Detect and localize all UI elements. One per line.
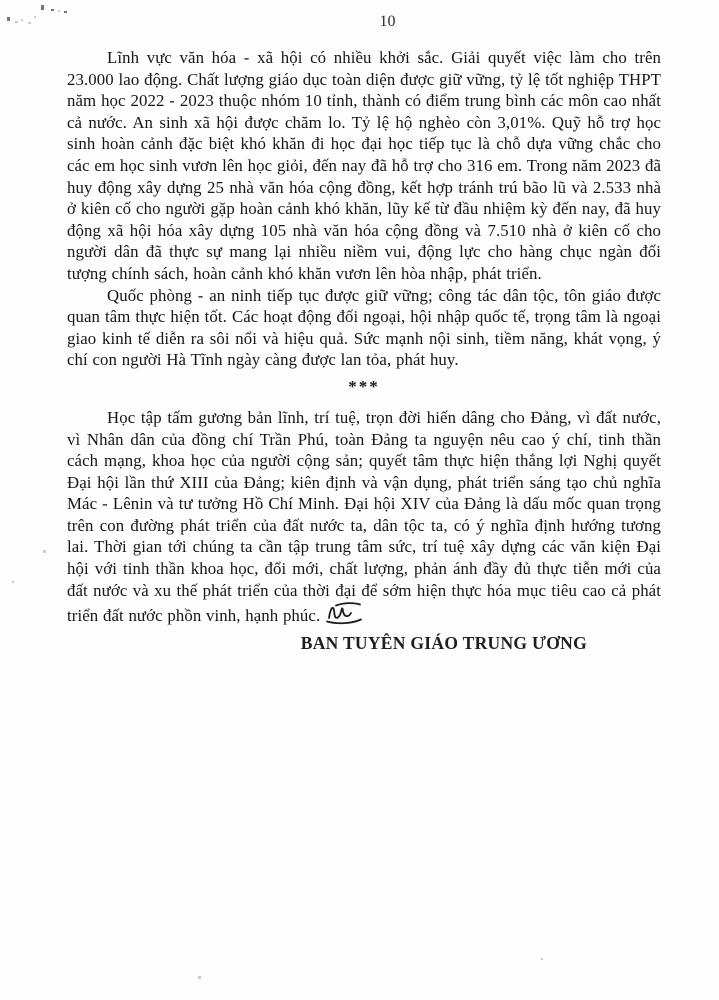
scan-speck [21,19,23,21]
scan-speck [51,9,54,11]
scan-speck [541,958,543,960]
scan-speck [7,17,10,21]
issuing-organization: BAN TUYÊN GIÁO TRUNG ƯƠNG [300,632,587,653]
page-number: 10 [379,13,396,30]
scan-speck [15,21,18,23]
document-body [67,47,661,654]
paragraph-closing [67,407,661,627]
scan-speck [12,581,14,583]
scan-speck [43,550,46,553]
handwritten-paraph-icon [324,601,364,625]
paragraph-social-culture: Lĩnh vực văn hóa - xã hội có nhiều khởi sắc. Giải quyết việc làm cho trên 23.000 lao động. Chất lượng giáo dục toàn diện được giữ vững, tỷ lệ tốt nghiệp THPT năm học 2022 - 2023 thuộc nhóm 10 tỉnh, thành có điểm trung bình các môn cao nhất cả nước. An sinh xã hội được chăm lo. Tỷ lệ hộ nghèo còn 3,01%. Quỹ hỗ trợ học sinh hoàn cảnh đặc biệt khó khăn đi học đại học tiếp tục là chỗ dựa vững chắc cho các em học sinh vươn lên học giỏi, đến nay đã hỗ trợ cho 316 em. Trong năm 2023 đã huy động xây dựng 25 nhà văn hóa cộng đồng, kết hợp tránh trú bão lũ và 2.533 nhà ở kiên cố cho người gặp hoàn cảnh khó khăn, lũy kế từ đầu nhiệm kỳ đến nay, đã huy động xã hội hóa xây dựng 105 nhà văn hóa cộng đồng và 7.510 nhà ở kiên cố cho người dân đã thực sự mang lại nhiều niềm vui, động lực cho hàng chục ngàn đối tượng chính sách, hoàn cảnh khó khăn vươn lên hòa nhập, phát triển. [67,48,661,283]
scan-speck [198,976,201,979]
section-separator: *** [348,376,380,396]
scan-speck [41,5,44,10]
paragraph-defense-security: Quốc phòng - an ninh tiếp tục được giữ vững; công tác dân tộc, tôn giáo được quan tâm thực hiện tốt. Các hoạt động đối ngoại, hội nhập quốc tế, trọng tâm là ngoại giao kinh tế diễn ra sôi nổi và hiệu quả. Sức mạnh nội sinh, tiềm năng, khát vọng, ý chí con người Hà Tĩnh ngày càng được lan tỏa, phát huy. [67,285,661,370]
paragraph-closing-text: Học tập tấm gương bản lĩnh, trí tuệ, trọn đời hiến dâng cho Đảng, vì đất nước, vì Nhân dân của đồng chí Trần Phú, toàn Đảng ta nguyện nêu cao ý chí, tinh thần cách mạng, khoa học của người cộng sản; quyết tâm thực hiện thắng lợi Nghị quyết Đại hội lần thứ XIII của Đảng; kiên định và vận dụng, phát triển sáng tạo chủ nghĩa Mác - Lênin và tư tưởng Hồ Chí Minh. Đại hội XIV của Đảng là dấu mốc quan trọng trên con đường phát triển của đất nước ta, dân tộc ta, có ý nghĩa định hướng tương lai. Thời gian tới chúng ta cần tập trung tâm sức, trí tuệ xây dựng các văn kiện Đại hội với tinh thần khoa học, đổi mới, chất lượng, phản ánh đầy đủ thực tiễn mới của đất nước và xu thế phát triển của thời đại để sớm hiện thực hóa mục tiêu cao cả phát triển đất nước phồn vinh, hạnh phúc. [67,407,661,626]
